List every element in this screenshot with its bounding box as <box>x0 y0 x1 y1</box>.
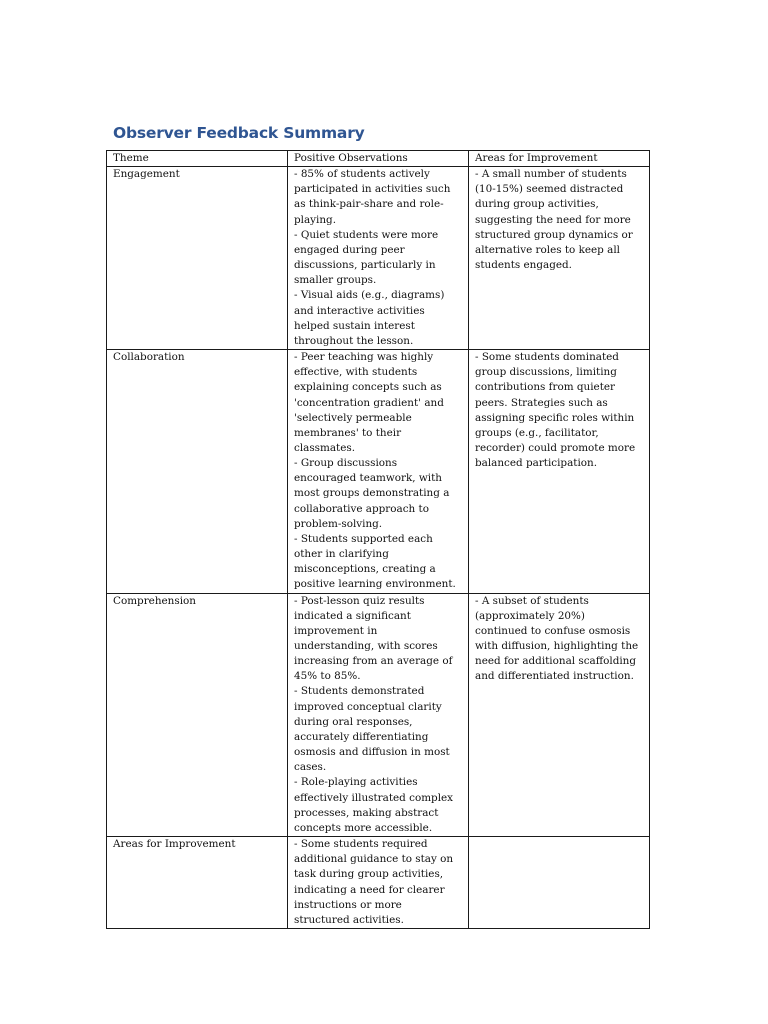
cell-text-line: recorder) could promote more <box>475 441 636 454</box>
cell-text-line: instructions or more <box>294 898 402 911</box>
cell-text-line: group discussions, limiting <box>475 366 617 379</box>
cell-text-line: cases. <box>294 761 327 774</box>
cell-areas-for-improvement <box>469 593 650 837</box>
cell-text-line: during oral responses, <box>294 715 413 728</box>
cell-text-line: contributions from quieter <box>475 381 615 394</box>
cell-text-line: most groups demonstrating a <box>294 487 450 500</box>
cell-text-line: - Peer teaching was highly <box>294 351 434 364</box>
cell-theme: Comprehension <box>107 593 288 837</box>
cell-text-line: - Some students required <box>294 838 428 851</box>
cell-text-line: - 85% of students actively <box>294 168 430 181</box>
cell-text-line: (10-15%) seemed distracted <box>475 183 624 196</box>
cell-text-line: smaller groups. <box>294 274 377 287</box>
cell-text-line: discussions, particularly in <box>294 259 436 272</box>
cell-text-line: and interactive activities <box>294 304 425 317</box>
cell-text-line: explaining concepts such as <box>294 381 442 394</box>
cell-text-line: suggesting the need for more <box>475 213 631 226</box>
cell-text-line: alternative roles to keep all <box>475 243 620 256</box>
cell-areas-for-improvement <box>469 350 650 594</box>
cell-text-line: - Some students dominated <box>475 351 619 364</box>
cell-text-line: encouraged teamwork, with <box>294 472 443 485</box>
header-positive-observations: Positive Observations <box>288 151 469 167</box>
cell-text-line: classmates. <box>294 441 356 454</box>
cell-text-line: indicating a need for clearer <box>294 883 445 896</box>
cell-text-line: accurately differentiating <box>294 730 429 743</box>
cell-text-line: effectively illustrated complex <box>294 791 454 804</box>
cell-text-line: structured group dynamics or <box>475 228 633 241</box>
cell-theme: Engagement <box>107 167 288 350</box>
table-row <box>107 837 650 929</box>
cell-text-line: throughout the lesson. <box>294 334 414 347</box>
cell-positive-observations <box>288 350 469 594</box>
cell-positive-observations <box>288 167 469 350</box>
cell-text-line: during group activities, <box>475 198 599 211</box>
cell-positive-observations <box>288 593 469 837</box>
cell-text-line: as think-pair-share and role- <box>294 198 444 211</box>
table-body <box>107 167 650 929</box>
cell-text-line: playing. <box>294 213 337 226</box>
cell-text-line: - Post-lesson quiz results <box>294 594 425 607</box>
cell-text-line: - Group discussions <box>294 457 398 470</box>
table-row <box>107 350 650 594</box>
cell-text-line: - Students supported each <box>294 532 433 545</box>
cell-text-line: increasing from an average of <box>294 655 453 668</box>
cell-text-line: structured activities. <box>294 913 404 926</box>
cell-text-line: with diffusion, highlighting the <box>475 640 639 652</box>
table-header-row <box>107 151 650 167</box>
cell-text-line: problem-solving. <box>294 517 383 530</box>
cell-text-line: engaged during peer <box>294 243 405 256</box>
header-areas-for-improvement: Areas for Improvement <box>469 151 650 167</box>
table-row <box>107 167 650 350</box>
cell-text-line: other in clarifying <box>294 548 389 561</box>
cell-text-line: effective, with students <box>294 366 418 379</box>
cell-text-line: - A subset of students <box>475 594 589 607</box>
cell-text-line: balanced participation. <box>475 457 598 470</box>
cell-text-line: misconceptions, creating a <box>294 563 436 576</box>
cell-text-line: participated in activities such <box>294 183 451 196</box>
cell-theme: Collaboration <box>107 350 288 594</box>
cell-text-line: - A small number of students <box>475 168 627 181</box>
cell-text-line: osmosis and diffusion in most <box>294 746 450 759</box>
cell-areas-for-improvement <box>469 837 650 929</box>
table-row <box>107 593 650 837</box>
header-theme: Theme <box>107 151 288 167</box>
cell-text-line: understanding, with scores <box>294 640 438 652</box>
cell-text-line: helped sustain interest <box>294 319 415 332</box>
cell-text-line: peers. Strategies such as <box>475 396 608 409</box>
cell-text-line: students engaged. <box>475 259 572 272</box>
cell-text-line: processes, making abstract <box>294 806 439 819</box>
cell-text-line: concepts more accessible. <box>294 821 433 834</box>
cell-text-line: (approximately 20%) <box>475 609 585 622</box>
cell-text-line: 'selectively permeable <box>294 411 412 424</box>
cell-text-line: and differentiated instruction. <box>475 670 634 683</box>
cell-text-line: positive learning environment. <box>294 578 456 591</box>
page-title: Observer Feedback Summary <box>113 124 365 142</box>
cell-text-line: task during group activities, <box>294 868 444 881</box>
cell-theme: Areas for Improvement <box>107 837 288 929</box>
cell-text-line: - Quiet students were more <box>294 228 439 241</box>
feedback-table <box>106 150 650 929</box>
cell-text-line: need for additional scaffolding <box>475 655 637 668</box>
cell-text-line: - Role-playing activities <box>294 776 418 789</box>
cell-areas-for-improvement <box>469 167 650 350</box>
cell-text-line: collaborative approach to <box>294 502 429 515</box>
cell-text-line: indicated a significant <box>294 609 411 622</box>
cell-text-line: improvement in <box>294 624 378 637</box>
cell-text-line: improved conceptual clarity <box>294 700 442 713</box>
cell-text-line: additional guidance to stay on <box>294 853 454 866</box>
cell-text-line: - Students demonstrated <box>294 685 425 698</box>
cell-text-line: 'concentration gradient' and <box>294 396 444 409</box>
cell-text-line: - Visual aids (e.g., diagrams) <box>294 289 445 302</box>
cell-positive-observations <box>288 837 469 929</box>
cell-text-line: continued to confuse osmosis <box>475 624 631 637</box>
cell-text-line: membranes' to their <box>294 426 402 439</box>
cell-text-line: groups (e.g., facilitator, <box>475 426 599 439</box>
cell-text-line: 45% to 85%. <box>294 670 361 683</box>
cell-text-line: assigning specific roles within <box>475 411 635 424</box>
